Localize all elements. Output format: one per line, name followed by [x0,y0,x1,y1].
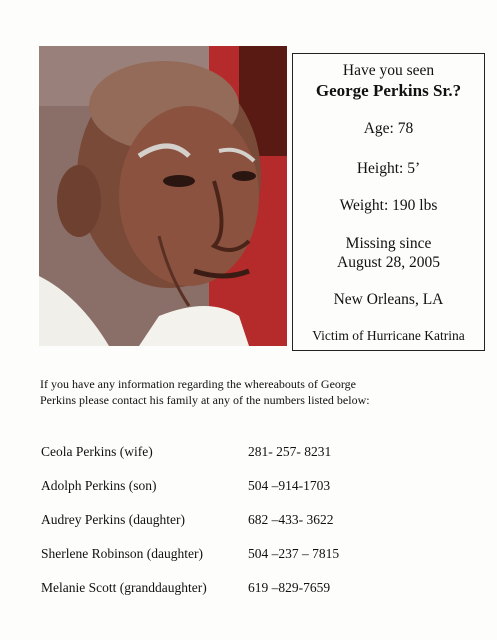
contact-phone: 504 –237 – 7815 [248,546,340,561]
contact-phone: 281- 257- 8231 [248,444,332,459]
victim-text: Victim of Hurricane Katrina [312,328,465,343]
prompt-text: Have you seen [342,62,435,79]
weight-text: Weight: 190 lbs [339,197,438,214]
contact-name: Melanie Scott (granddaughter) [41,580,207,595]
contact-row [41,478,481,498]
missing-since-label: Missing since [345,235,432,252]
contact-row [41,546,481,566]
contact-phone: 504 –914-1703 [248,478,331,493]
contact-row [41,512,481,532]
contact-name: Ceola Perkins (wife) [41,444,153,459]
missing-date: August 28, 2005 [337,254,440,271]
contact-name: Sherlene Robinson (daughter) [41,546,203,561]
portrait-illustration [39,46,287,346]
contact-name: Audrey Perkins (daughter) [41,512,185,527]
age-text: Age: 78 [363,120,414,137]
contact-name: Adolph Perkins (son) [41,478,157,493]
missing-person-info-box [292,53,485,351]
contact-phone: 619 –829-7659 [248,580,331,595]
person-name: George Perkins Sr.? [315,81,462,100]
contact-row [41,444,481,464]
missing-since-text [293,234,484,272]
portrait-photo [39,46,287,346]
height-text: Height: 5’ [356,160,421,177]
contact-row [41,580,481,600]
contact-intro-text: If you have any information regarding the whereabouts of George Perkins please contact his family at any of the numbers listed below: [40,377,370,407]
contact-phone: 682 –433- 3622 [248,512,334,527]
location-text: New Orleans, LA [333,291,444,308]
